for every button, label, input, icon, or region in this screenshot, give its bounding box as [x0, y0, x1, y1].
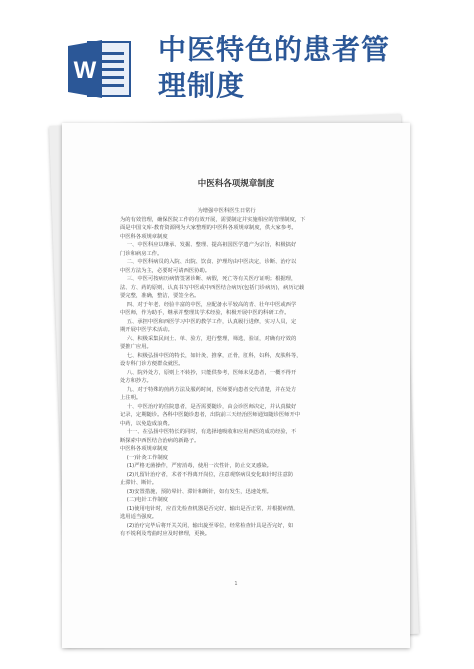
- document-line: 面是中国文库-教育资源网为大家整理的中医科各项规章制度，供大家参考。: [120, 225, 297, 231]
- document-line: 记录，定期随诊。各科中医随诊患者，出院前三天经治医师通知随诊医师开中: [120, 412, 301, 418]
- document-line: 为的有效管理，确保医院工作的有效开展，需要制定并实施相应的管理制度，下: [120, 216, 306, 223]
- document-line: 九、对于特殊的煎药方法及服药时间，医师要向患者交代清楚，并在处方: [120, 386, 297, 393]
- document-line: 八、院外处方，原则上不转抄，只能供参考，医师未见患者，一概不得开: [120, 369, 297, 376]
- document-line: 中医方法为主，必要时可请西医协助。: [120, 267, 211, 274]
- document-line: 有不锐利及弯曲时应及时修理，更换。: [120, 531, 211, 537]
- document-line: 三、中医可按病历病情签署诊断、病假，死亡等有关医疗证明；根据理，: [120, 276, 297, 282]
- headline-line-1: 中医特色的患者管: [158, 33, 391, 66]
- document-line: 要完整，准确，整洁，要签全名。: [120, 293, 200, 299]
- document-line: (2)凡留针治疗者，术者不得离开岗位，注意观察病员变化取针时注意防: [120, 471, 294, 478]
- document-line: (二)电针工作制度: [120, 497, 168, 503]
- headline-line-2: 理制度: [158, 69, 246, 102]
- document-line: 五、承担中医和西医学习中医的教学工作，认真履行进修，实习人员，定: [120, 318, 297, 325]
- document-title: 中医科各项规章制度: [197, 179, 275, 189]
- document-line: 断探索中西医结合治病的新路子。: [120, 437, 200, 444]
- document-line: 六、积极采集民间土、单、验方，进行整理，筛选，验证，对确有疗效的: [120, 335, 297, 342]
- document-line: 门诊和病房工作。: [120, 250, 163, 257]
- page-number: 1: [234, 581, 238, 587]
- document-line: 一、中医科应以继承、发掘、整理、提高祖国医学遗产为宗旨，积极搞好: [120, 242, 297, 248]
- document-line: 中药，以免造成浪费。: [120, 420, 173, 427]
- document-line: (一)针灸工作制度: [120, 454, 168, 461]
- document-line: 选用适当强度。: [120, 514, 158, 520]
- page-headline: [158, 32, 458, 104]
- document-line: 四、对于年老、经验丰富的中医，应配备水平较高的青、壮年中医或西学: [120, 301, 297, 308]
- header-banner: [0, 0, 474, 130]
- document-line: (1)使用电针时，应首先检查机器是否完好，输出是否正常，并根据病情，: [120, 505, 299, 512]
- document-line: 要推广应用。: [120, 344, 152, 350]
- document-line: 期开展中医学术活动。: [120, 327, 173, 333]
- document-line: 十、中医治疗的住院患者，是否需要随诊，由会诊医师决定，并认真做好: [120, 403, 297, 410]
- word-icon-letter: W: [73, 57, 97, 84]
- word-icon: [68, 38, 132, 100]
- document-line: 为增强中医科医生日常行: [120, 208, 256, 214]
- document-line: 七、积极弘扬中医的特长，如针灸，推拿，正骨，肛科，妇科，皮肤科等，: [120, 352, 302, 359]
- document-line: 止滞针、断针。: [120, 480, 158, 486]
- document-line: 上注明。: [120, 395, 142, 401]
- document-line: (1)严格无菌操作，严密消毒，使用一次性针，防止交叉感染。: [120, 463, 272, 469]
- document-line: 二、中医科病员的入院、出院、饮食、护理均由中医决定，诊断、治疗以: [120, 259, 297, 265]
- document-line: 中医科各项规章制度: [120, 446, 168, 452]
- document-line: 法、方、药的原则，认真书写中医或中西医结合病历(包括门诊病历)，病历记载: [120, 284, 305, 291]
- document-line: (2)治疗完毕后将开关关闭，输出旋至零位，经常检查针具是否完好，如: [120, 522, 294, 529]
- document-body: [120, 207, 356, 539]
- document-line: (3)安置措施，预防晕针、滞针和断针，如有发生，迅速处理。: [120, 488, 272, 495]
- document-line: 设专科门诊方便群众就医。: [120, 361, 184, 367]
- document-line: 处方和抄方。: [120, 378, 152, 384]
- document-line: 十一、在弘扬中医特长的同时，有选择地吸收和应用西医的成功经验，不: [120, 429, 297, 435]
- document-line: 中医科各项规章制度: [120, 233, 168, 240]
- document-page: [62, 123, 410, 648]
- document-line: 中医师，作为助手，继承并整理其学术经验，积极开展中医的科研工作。: [120, 310, 290, 316]
